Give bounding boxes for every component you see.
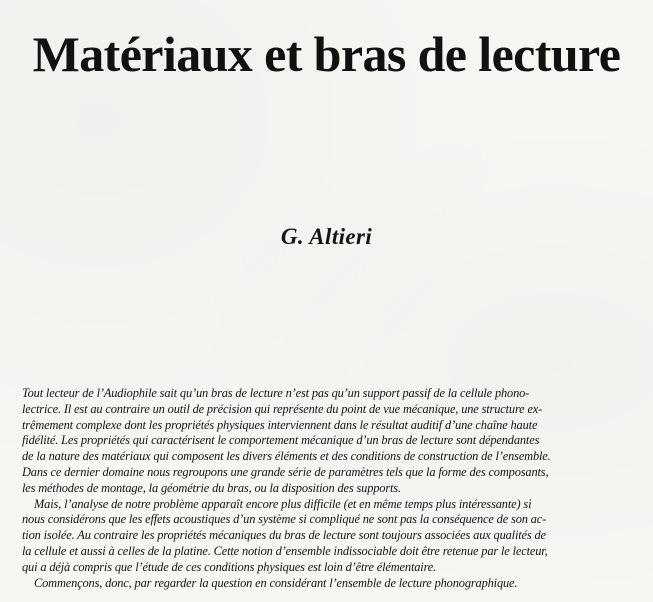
article-abstract <box>22 386 634 591</box>
abstract-line: les méthodes de montage, la géométrie du bras, ou la disposition des supports. <box>22 480 401 495</box>
abstract-line: nous considérons que les effets acoustiques d’un système si compliqué ne sont pas la conséquence de son ac- <box>22 512 547 527</box>
article-author: G. Altieri <box>280 224 373 249</box>
abstract-line: lectrice. Il est au contraire un outil de précision qui représente du point de vue mécanique, une structure ex- <box>22 401 543 416</box>
abstract-line: Dans ce dernier domaine nous regroupons une grande série de paramètres tels que la forme des composants, <box>22 464 549 479</box>
abstract-line: qui a déjà compris que l’étude de ces conditions physiques est loin d’être élémentaire. <box>22 559 437 574</box>
abstract-line: de la nature des matériaux qui composent les divers éléments et des conditions de construction de l’ensemble. <box>22 449 551 464</box>
abstract-line: tion isolée. Au contraire les propriétés mécaniques du bras de lecture sont toujours associées aux qualités de <box>22 528 546 543</box>
abstract-line: Mais, l’analyse de notre problème apparaît encore plus difficile (et en même temps plus intéressante) si <box>34 496 532 511</box>
abstract-line: la cellule et aussi à celles de la platine. Cette notion d’ensemble indissociable doit être retenue par le lecteur, <box>22 543 548 558</box>
abstract-line: fidélité. Les propriétés qui caractérisent le comportement mécanique d’un bras de lecture sont dépendantes <box>22 433 540 448</box>
abstract-line: trêmement complexe dont les propriétés physiques interviennent dans le résultat auditif d’une chaîne haute <box>22 417 538 432</box>
abstract-line: Commençons, donc, par regarder la question en considérant l’ensemble de lecture phonographique. <box>34 575 518 590</box>
article-title: Matériaux et bras de lecture <box>32 26 621 82</box>
abstract-line: Tout lecteur de l’Audiophile sait qu’un bras de lecture n’est pas qu’un support passif de la cellule phono- <box>22 386 530 400</box>
